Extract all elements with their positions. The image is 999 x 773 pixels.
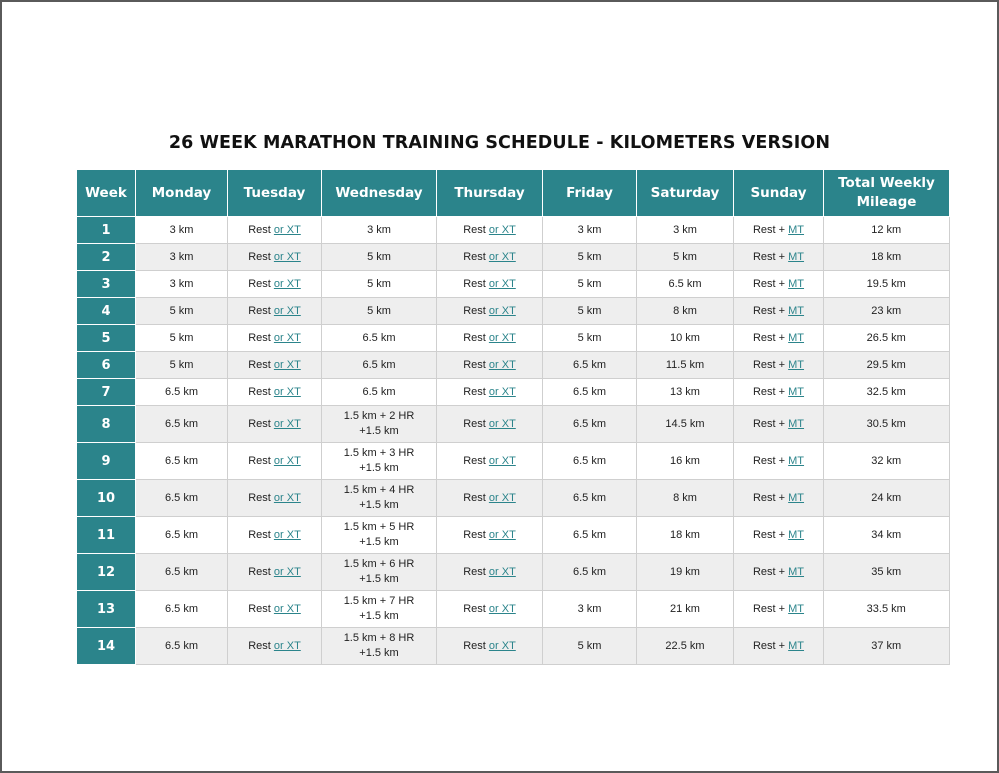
total-weekly-mileage-cell: 30.5 km (824, 406, 950, 443)
wednesday-cell (322, 244, 437, 271)
monday-cell: 3 km (136, 244, 228, 271)
thursday-cell (437, 443, 543, 480)
monday-cell: 6.5 km (136, 379, 228, 406)
monday-cell: 6.5 km (136, 406, 228, 443)
saturday-cell: 14.5 km (637, 406, 734, 443)
rest-label: Rest (463, 223, 486, 236)
thursday-cell (437, 271, 543, 298)
cross-training-link[interactable]: or XT (273, 528, 301, 541)
table-row (77, 379, 949, 406)
rest-plus-label: Rest + (752, 277, 786, 290)
rest-label: Rest (248, 358, 271, 371)
thursday-cell (437, 628, 543, 665)
mobility-training-link[interactable]: MT (788, 277, 805, 290)
week-number-cell: 3 (77, 271, 136, 298)
friday-cell: 6.5 km (543, 480, 637, 517)
thursday-cell (437, 591, 543, 628)
saturday-cell: 6.5 km (637, 271, 734, 298)
friday-cell: 5 km (543, 325, 637, 352)
wednesday-distance: 1.5 km + 4 HR (343, 484, 415, 496)
table-row (77, 217, 949, 244)
mobility-training-link[interactable]: MT (788, 565, 805, 578)
tuesday-cell (228, 628, 322, 665)
wednesday-distance: 1.5 km + 3 HR (343, 447, 415, 459)
rest-label: Rest (248, 454, 271, 467)
saturday-cell: 22.5 km (637, 628, 734, 665)
monday-cell: 5 km (136, 352, 228, 379)
sunday-cell (734, 554, 824, 591)
tuesday-cell (228, 271, 322, 298)
cross-training-link[interactable]: or XT (488, 385, 516, 398)
wednesday-distance: 1.5 km + 6 HR (343, 558, 415, 570)
rest-label: Rest (463, 602, 486, 615)
mobility-training-link[interactable]: MT (788, 454, 805, 467)
wednesday-distance: 5 km (367, 250, 391, 263)
total-weekly-mileage-cell: 23 km (824, 298, 950, 325)
header-week: Week (77, 170, 136, 217)
cross-training-link[interactable]: or XT (488, 639, 516, 652)
tuesday-cell (228, 298, 322, 325)
cross-training-link[interactable]: or XT (488, 528, 516, 541)
cross-training-link[interactable]: or XT (488, 454, 516, 467)
tuesday-cell (228, 406, 322, 443)
rest-label: Rest (463, 277, 486, 290)
thursday-cell (437, 554, 543, 591)
rest-plus-label: Rest + (752, 304, 786, 317)
mobility-training-link[interactable]: MT (788, 331, 805, 344)
total-weekly-mileage-cell: 24 km (824, 480, 950, 517)
table-row (77, 298, 949, 325)
wednesday-cell (322, 406, 437, 443)
mobility-training-link[interactable]: MT (788, 304, 805, 317)
sunday-cell (734, 244, 824, 271)
table-row (77, 406, 949, 443)
total-weekly-mileage-cell: 34 km (824, 517, 950, 554)
tuesday-cell (228, 244, 322, 271)
wednesday-distance: 3 km (367, 223, 391, 236)
rest-plus-label: Rest + (752, 528, 786, 541)
thursday-cell (437, 517, 543, 554)
table-row (77, 271, 949, 298)
cross-training-link[interactable]: or XT (273, 277, 301, 290)
rest-label: Rest (248, 250, 271, 263)
rest-plus-label: Rest + (752, 491, 786, 504)
friday-cell: 6.5 km (543, 443, 637, 480)
tuesday-cell (228, 554, 322, 591)
wednesday-cell (322, 352, 437, 379)
cross-training-link[interactable]: or XT (273, 223, 301, 236)
tuesday-cell (228, 517, 322, 554)
table-row (77, 480, 949, 517)
sunday-cell (734, 217, 824, 244)
mobility-training-link[interactable]: MT (788, 639, 805, 652)
rest-label: Rest (463, 304, 486, 317)
table-row (77, 244, 949, 271)
table-row (77, 628, 949, 665)
table-row (77, 591, 949, 628)
wednesday-distance: 6.5 km (362, 358, 396, 371)
sunday-cell (734, 352, 824, 379)
wednesday-cell (322, 379, 437, 406)
table-row (77, 352, 949, 379)
week-number-cell: 6 (77, 352, 136, 379)
total-weekly-mileage-cell: 33.5 km (824, 591, 950, 628)
header-thursday: Thursday (437, 170, 543, 217)
header-saturday: Saturday (637, 170, 734, 217)
saturday-cell: 21 km (637, 591, 734, 628)
saturday-cell: 16 km (637, 443, 734, 480)
sunday-cell (734, 480, 824, 517)
rest-label: Rest (248, 565, 271, 578)
rest-label: Rest (248, 528, 271, 541)
saturday-cell: 3 km (637, 217, 734, 244)
rest-plus-label: Rest + (752, 358, 786, 371)
week-number-cell: 14 (77, 628, 136, 665)
cross-training-link[interactable]: or XT (488, 277, 516, 290)
rest-label: Rest (463, 528, 486, 541)
thursday-cell (437, 352, 543, 379)
wednesday-cell (322, 628, 437, 665)
rest-plus-label: Rest + (752, 454, 786, 467)
table-row (77, 443, 949, 480)
tuesday-cell (228, 379, 322, 406)
table-header-row (77, 170, 949, 217)
thursday-cell (437, 480, 543, 517)
thursday-cell (437, 406, 543, 443)
cross-training-link[interactable]: or XT (273, 639, 301, 652)
saturday-cell: 18 km (637, 517, 734, 554)
wednesday-distance-extra: +1.5 km (359, 610, 399, 622)
wednesday-distance: 5 km (367, 277, 391, 290)
wednesday-cell (322, 554, 437, 591)
wednesday-distance-extra: +1.5 km (359, 573, 399, 585)
header-total-weekly-mileage: Total Weekly Mileage (824, 170, 950, 217)
wednesday-distance-extra: +1.5 km (359, 462, 399, 474)
saturday-cell: 8 km (637, 480, 734, 517)
rest-label: Rest (463, 250, 486, 263)
wednesday-distance: 6.5 km (362, 385, 396, 398)
header-monday: Monday (136, 170, 228, 217)
rest-plus-label: Rest + (752, 250, 786, 263)
mobility-training-link[interactable]: MT (788, 223, 805, 236)
cross-training-link[interactable]: or XT (488, 304, 516, 317)
cross-training-link[interactable]: or XT (488, 565, 516, 578)
table-row (77, 554, 949, 591)
wednesday-cell (322, 517, 437, 554)
wednesday-distance: 5 km (367, 304, 391, 317)
total-weekly-mileage-cell: 37 km (824, 628, 950, 665)
thursday-cell (437, 379, 543, 406)
rest-label: Rest (463, 331, 486, 344)
rest-plus-label: Rest + (752, 385, 786, 398)
total-weekly-mileage-cell: 29.5 km (824, 352, 950, 379)
wednesday-cell (322, 217, 437, 244)
wednesday-distance-extra: +1.5 km (359, 536, 399, 548)
thursday-cell (437, 217, 543, 244)
cross-training-link[interactable]: or XT (488, 417, 516, 430)
friday-cell: 3 km (543, 591, 637, 628)
cross-training-link[interactable]: or XT (273, 250, 301, 263)
sunday-cell (734, 271, 824, 298)
total-weekly-mileage-cell: 32.5 km (824, 379, 950, 406)
cross-training-link[interactable]: or XT (273, 304, 301, 317)
tuesday-cell (228, 352, 322, 379)
mobility-training-link[interactable]: MT (788, 602, 805, 615)
cross-training-link[interactable]: or XT (273, 602, 301, 615)
tuesday-cell (228, 325, 322, 352)
sunday-cell (734, 379, 824, 406)
sunday-cell (734, 517, 824, 554)
monday-cell: 5 km (136, 325, 228, 352)
friday-cell: 5 km (543, 628, 637, 665)
monday-cell: 6.5 km (136, 554, 228, 591)
total-weekly-mileage-cell: 26.5 km (824, 325, 950, 352)
header-friday: Friday (543, 170, 637, 217)
monday-cell: 6.5 km (136, 517, 228, 554)
header-sunday: Sunday (734, 170, 824, 217)
cross-training-link[interactable]: or XT (273, 417, 301, 430)
rest-label: Rest (248, 385, 271, 398)
saturday-cell: 13 km (637, 379, 734, 406)
saturday-cell: 5 km (637, 244, 734, 271)
rest-label: Rest (248, 223, 271, 236)
cross-training-link[interactable]: or XT (273, 385, 301, 398)
sunday-cell (734, 298, 824, 325)
week-number-cell: 5 (77, 325, 136, 352)
rest-label: Rest (248, 331, 271, 344)
cross-training-link[interactable]: or XT (488, 358, 516, 371)
sunday-cell (734, 443, 824, 480)
monday-cell: 3 km (136, 217, 228, 244)
saturday-cell: 11.5 km (637, 352, 734, 379)
week-number-cell: 8 (77, 406, 136, 443)
thursday-cell (437, 244, 543, 271)
friday-cell: 5 km (543, 298, 637, 325)
rest-label: Rest (248, 491, 271, 504)
week-number-cell: 13 (77, 591, 136, 628)
friday-cell: 6.5 km (543, 554, 637, 591)
saturday-cell: 8 km (637, 298, 734, 325)
wednesday-distance: 1.5 km + 7 HR (343, 595, 415, 607)
cross-training-link[interactable]: or XT (488, 250, 516, 263)
wednesday-distance: 6.5 km (362, 331, 396, 344)
total-weekly-mileage-cell: 12 km (824, 217, 950, 244)
mobility-training-link[interactable]: MT (788, 250, 805, 263)
friday-cell: 6.5 km (543, 406, 637, 443)
tuesday-cell (228, 217, 322, 244)
mobility-training-link[interactable]: MT (788, 358, 805, 371)
week-number-cell: 7 (77, 379, 136, 406)
week-number-cell: 1 (77, 217, 136, 244)
cross-training-link[interactable]: or XT (273, 491, 301, 504)
wednesday-cell (322, 271, 437, 298)
wednesday-distance-extra: +1.5 km (359, 499, 399, 511)
friday-cell: 3 km (543, 217, 637, 244)
rest-label: Rest (463, 639, 486, 652)
friday-cell: 5 km (543, 244, 637, 271)
rest-label: Rest (463, 565, 486, 578)
friday-cell: 5 km (543, 271, 637, 298)
friday-cell: 6.5 km (543, 379, 637, 406)
friday-cell: 6.5 km (543, 517, 637, 554)
mobility-training-link[interactable]: MT (788, 491, 805, 504)
week-number-cell: 12 (77, 554, 136, 591)
rest-label: Rest (463, 417, 486, 430)
rest-plus-label: Rest + (752, 602, 786, 615)
wednesday-distance: 1.5 km + 5 HR (343, 521, 415, 533)
rest-label: Rest (463, 454, 486, 467)
wednesday-distance-extra: +1.5 km (359, 425, 399, 437)
table-body (77, 217, 949, 665)
rest-label: Rest (248, 417, 271, 430)
total-weekly-mileage-cell: 35 km (824, 554, 950, 591)
total-weekly-mileage-cell: 19.5 km (824, 271, 950, 298)
monday-cell: 3 km (136, 271, 228, 298)
rest-plus-label: Rest + (752, 639, 786, 652)
tuesday-cell (228, 591, 322, 628)
sunday-cell (734, 591, 824, 628)
rest-plus-label: Rest + (752, 417, 786, 430)
thursday-cell (437, 298, 543, 325)
monday-cell: 6.5 km (136, 591, 228, 628)
mobility-training-link[interactable]: MT (788, 385, 805, 398)
rest-label: Rest (248, 602, 271, 615)
friday-cell: 6.5 km (543, 352, 637, 379)
rest-label: Rest (248, 304, 271, 317)
total-weekly-mileage-cell: 18 km (824, 244, 950, 271)
sunday-cell (734, 406, 824, 443)
rest-label: Rest (463, 491, 486, 504)
cross-training-link[interactable]: or XT (488, 602, 516, 615)
thursday-cell (437, 325, 543, 352)
rest-plus-label: Rest + (752, 223, 786, 236)
wednesday-distance-extra: +1.5 km (359, 647, 399, 659)
wednesday-cell (322, 325, 437, 352)
table-row (77, 325, 949, 352)
cross-training-link[interactable]: or XT (273, 454, 301, 467)
saturday-cell: 19 km (637, 554, 734, 591)
rest-plus-label: Rest + (752, 331, 786, 344)
mobility-training-link[interactable]: MT (788, 417, 805, 430)
sunday-cell (734, 628, 824, 665)
week-number-cell: 9 (77, 443, 136, 480)
saturday-cell: 10 km (637, 325, 734, 352)
rest-label: Rest (463, 358, 486, 371)
total-weekly-mileage-cell: 32 km (824, 443, 950, 480)
wednesday-cell (322, 298, 437, 325)
wednesday-cell (322, 591, 437, 628)
wednesday-distance: 1.5 km + 8 HR (343, 632, 415, 644)
cross-training-link[interactable]: or XT (273, 331, 301, 344)
training-schedule-table (77, 170, 950, 665)
wednesday-cell (322, 480, 437, 517)
week-number-cell: 4 (77, 298, 136, 325)
week-number-cell: 10 (77, 480, 136, 517)
mobility-training-link[interactable]: MT (788, 528, 805, 541)
wednesday-distance: 1.5 km + 2 HR (343, 410, 415, 422)
table-row (77, 517, 949, 554)
rest-label: Rest (463, 385, 486, 398)
cross-training-link[interactable]: or XT (273, 565, 301, 578)
sunday-cell (734, 325, 824, 352)
cross-training-link[interactable]: or XT (488, 491, 516, 504)
wednesday-cell (322, 443, 437, 480)
week-number-cell: 2 (77, 244, 136, 271)
cross-training-link[interactable]: or XT (273, 358, 301, 371)
monday-cell: 6.5 km (136, 628, 228, 665)
header-tuesday: Tuesday (228, 170, 322, 217)
tuesday-cell (228, 480, 322, 517)
monday-cell: 5 km (136, 298, 228, 325)
cross-training-link[interactable]: or XT (488, 223, 516, 236)
header-wednesday: Wednesday (322, 170, 437, 217)
monday-cell: 6.5 km (136, 480, 228, 517)
tuesday-cell (228, 443, 322, 480)
rest-label: Rest (248, 639, 271, 652)
week-number-cell: 11 (77, 517, 136, 554)
rest-label: Rest (248, 277, 271, 290)
cross-training-link[interactable]: or XT (488, 331, 516, 344)
rest-plus-label: Rest + (752, 565, 786, 578)
monday-cell: 6.5 km (136, 443, 228, 480)
document-title: 26 WEEK MARATHON TRAINING SCHEDULE - KILOMETERS VERSION (168, 133, 831, 153)
